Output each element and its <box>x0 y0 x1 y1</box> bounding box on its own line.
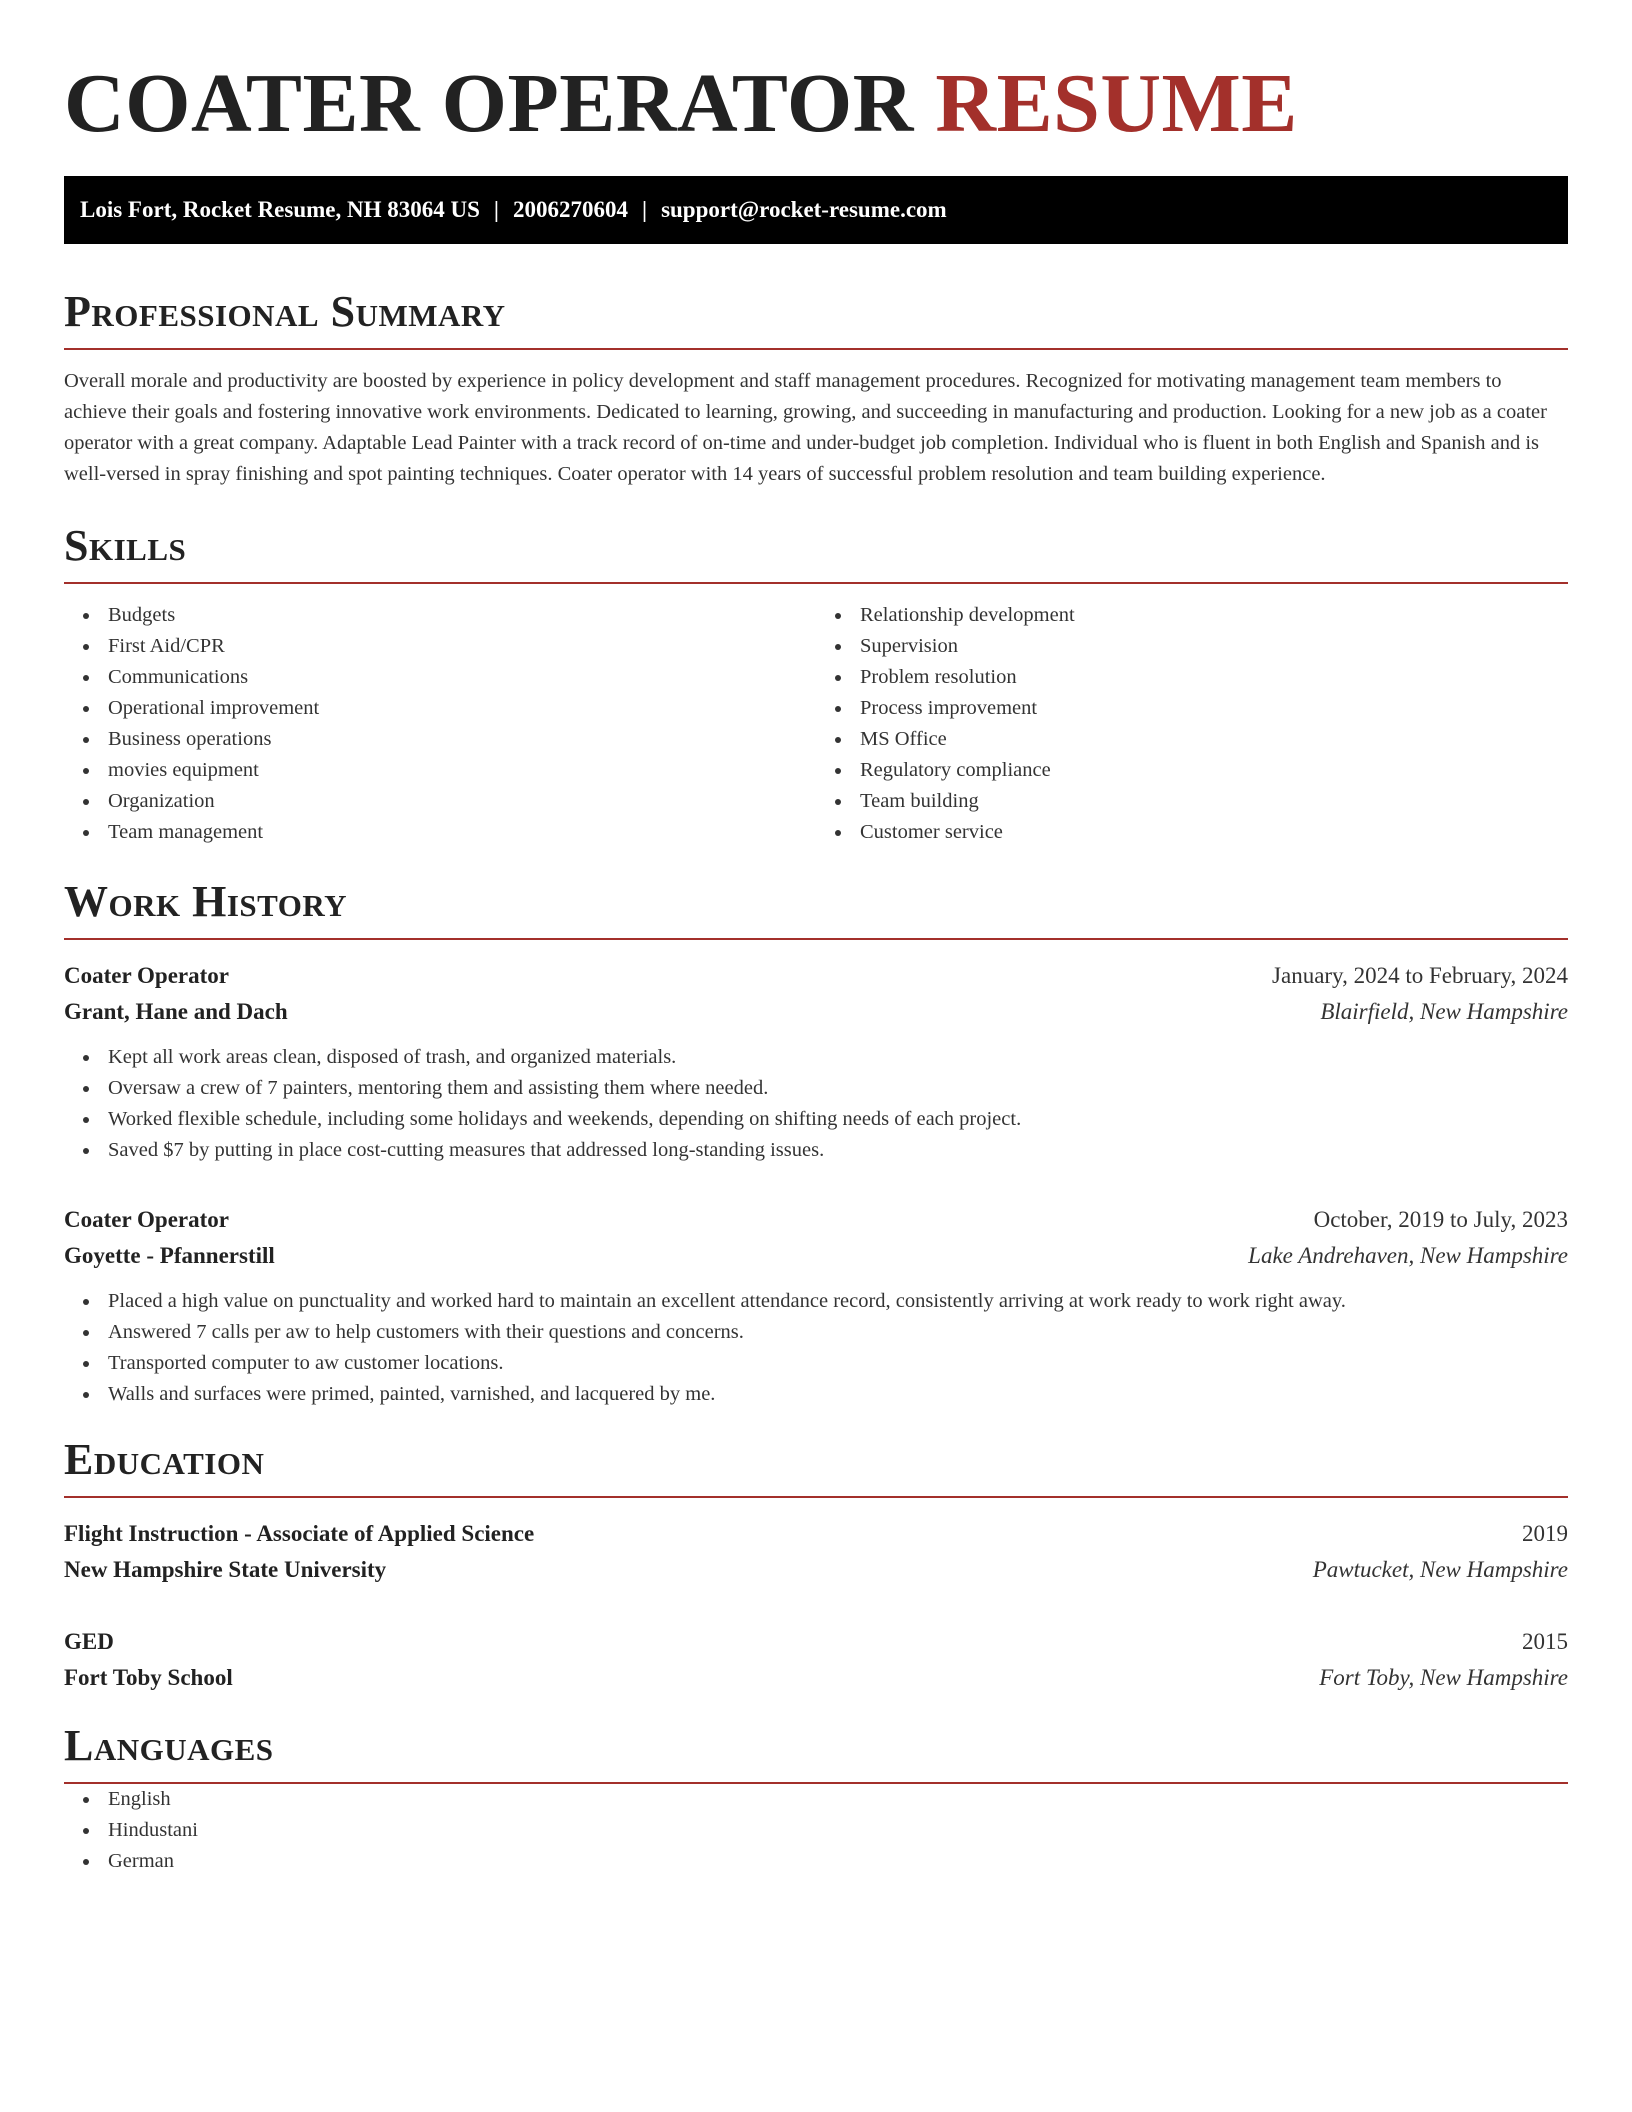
job-location: Blairfield, New Hampshire <box>1320 999 1568 1024</box>
job-title: Coater Operator <box>64 1207 229 1232</box>
language-item: English <box>64 1784 1568 1815</box>
job-bullet: Oversaw a crew of 7 painters, mentoring them and assisting them where needed. <box>64 1073 1568 1104</box>
job-bullet: Saved $7 by putting in place cost-cutting measures that addressed long-standing issues. <box>64 1135 1568 1166</box>
skills-list-left <box>64 600 816 848</box>
language-item: German <box>64 1846 1568 1877</box>
job-header-row <box>64 958 1568 994</box>
summary-text: Overall morale and productivity are boosted by experience in policy development and staff management procedures. Recognized for motivating management team members to achieve their goals and fostering innovative work environments. Dedicated to learning, growing, and succeeding in manufacturing and production. Looking for a new job as a coater operator with a great company. Adaptable Lead Painter with a track record of on-time and under-budget job completion. Individual who is fluent in both English and Spanish and is well-versed in spray finishing and spot painting techniques. Coater operator with 14 years of successful problem resolution and team building experience. <box>64 370 1547 485</box>
skill-item: Regulatory compliance <box>816 755 1568 786</box>
skills-column-left <box>64 600 816 848</box>
language-item: Hindustani <box>64 1815 1568 1846</box>
job-company-row <box>64 1238 1568 1274</box>
education-school: Fort Toby School <box>64 1665 233 1690</box>
education-degree: GED <box>64 1629 114 1654</box>
skills-column-right <box>816 600 1568 848</box>
skill-item: movies equipment <box>64 755 816 786</box>
skill-item: Business operations <box>64 724 816 755</box>
job-bullet: Transported computer to aw customer locations. <box>64 1348 1568 1379</box>
job-bullet: Placed a high value on punctuality and worked hard to maintain an excellent attendance record, consistently arriving at work ready to work right away. <box>64 1286 1568 1317</box>
skill-item: Supervision <box>816 631 1568 662</box>
education-degree-row <box>64 1516 1568 1552</box>
job-bullets <box>64 1042 1568 1166</box>
education-heading: Education <box>64 1432 1568 1498</box>
skill-item: MS Office <box>816 724 1568 755</box>
job-bullet: Kept all work areas clean, disposed of trash, and organized materials. <box>64 1042 1568 1073</box>
education-degree-row <box>64 1624 1568 1660</box>
education-school: New Hampshire State University <box>64 1557 387 1582</box>
skill-item: Organization <box>64 786 816 817</box>
contact-bar <box>64 176 1568 244</box>
skill-item: First Aid/CPR <box>64 631 816 662</box>
skill-item: Customer service <box>816 817 1568 848</box>
job-company: Grant, Hane and Dach <box>64 999 288 1024</box>
job-entry <box>64 1202 1568 1410</box>
job-entry <box>64 958 1568 1166</box>
title-accent: RESUME <box>935 57 1298 150</box>
skill-item: Communications <box>64 662 816 693</box>
skill-item: Relationship development <box>816 600 1568 631</box>
job-bullets <box>64 1286 1568 1410</box>
education-year: 2019 <box>1522 1521 1568 1546</box>
contact-phone: 2006270604 <box>512 197 628 222</box>
work-history-heading: Work History <box>64 874 1568 940</box>
title-main: COATER OPERATOR <box>64 57 914 150</box>
skill-item: Team building <box>816 786 1568 817</box>
education-entry <box>64 1516 1568 1588</box>
job-company: Goyette - Pfannerstill <box>64 1243 275 1268</box>
resume-title <box>64 0 1568 154</box>
skill-item: Budgets <box>64 600 816 631</box>
languages-list <box>64 1784 1568 1877</box>
skills-list-right <box>816 600 1568 848</box>
education-year: 2015 <box>1522 1629 1568 1654</box>
contact-email: support@rocket-resume.com <box>661 197 947 222</box>
job-location: Lake Andrehaven, New Hampshire <box>1248 1243 1568 1268</box>
skill-item: Process improvement <box>816 693 1568 724</box>
contact-separator: | <box>493 197 499 222</box>
skills-heading: Skills <box>64 518 1568 584</box>
languages-heading: Languages <box>64 1718 1568 1784</box>
job-title: Coater Operator <box>64 963 229 988</box>
skill-item: Problem resolution <box>816 662 1568 693</box>
summary-heading: Professional Summary <box>64 284 1568 350</box>
job-dates: January, 2024 to February, 2024 <box>1272 963 1568 988</box>
skill-item: Team management <box>64 817 816 848</box>
job-company-row <box>64 994 1568 1030</box>
education-entry <box>64 1624 1568 1696</box>
skill-item: Operational improvement <box>64 693 816 724</box>
job-dates: October, 2019 to July, 2023 <box>1313 1207 1568 1232</box>
education-location: Fort Toby, New Hampshire <box>1319 1665 1568 1690</box>
job-header-row <box>64 1202 1568 1238</box>
education-degree: Flight Instruction - Associate of Applied Science <box>64 1521 535 1546</box>
contact-address: Lois Fort, Rocket Resume, NH 83064 US <box>80 197 480 222</box>
job-bullet: Answered 7 calls per aw to help customers with their questions and concerns. <box>64 1317 1568 1348</box>
education-school-row <box>64 1660 1568 1696</box>
skills-grid <box>64 600 1568 848</box>
job-bullet: Walls and surfaces were primed, painted, varnished, and lacquered by me. <box>64 1379 1568 1410</box>
education-location: Pawtucket, New Hampshire <box>1312 1557 1568 1582</box>
job-bullet: Worked flexible schedule, including some holidays and weekends, depending on shifting needs of each project. <box>64 1104 1568 1135</box>
contact-separator: | <box>641 197 648 222</box>
education-school-row <box>64 1552 1568 1588</box>
